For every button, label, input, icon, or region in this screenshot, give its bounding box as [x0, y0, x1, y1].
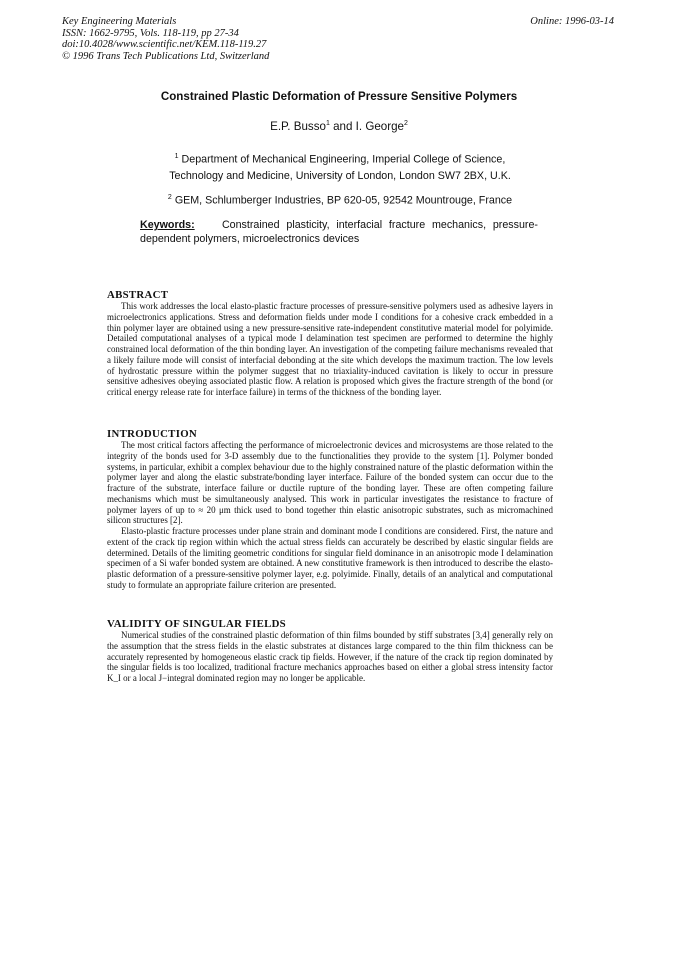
abstract-section: [107, 289, 553, 398]
affiliation-mark: 1: [174, 153, 179, 160]
affiliation-line: Department of Mechanical Engineering, Imperial College of Science,: [181, 153, 506, 166]
online-date: Online: 1996-03-14: [530, 16, 614, 27]
keywords-text: Constrained plasticity, interfacial fracture mechanics, pressure-dependent polymers, microelectronics devices: [140, 219, 538, 245]
doi-line: doi:10.4028/www.scientific.net/KEM.118-119.27: [62, 39, 267, 50]
author-name: E.P. Busso: [270, 120, 326, 133]
journal-header: [62, 16, 614, 62]
paragraph: Elasto-plastic fracture processes under plane strain and dominant mode I conditions are considered. First, the nature and extent of the crack tip region within which the actual stress fields can accurately be described by elastic singular fields are determined. Details of the limiting geometric conditions for singular field dominance in an anisotropic mode I delamination specimen of a Si wafer bonded system are obtained. A new constitutive framework is then introduced to describe the elasto-plastic deformation of a pressure-sensitive polymer layer, e.g. polyimide. Finally, details of an analytical and computational study to formulate an appropriate failure criterion are presented.: [107, 526, 553, 590]
journal-name: Key Engineering Materials: [62, 16, 177, 27]
section-heading: ABSTRACT: [107, 289, 169, 301]
keywords-label: Keywords:: [140, 219, 195, 231]
issn-line: ISSN: 1662-9795, Vols. 118-119, pp 27-34: [62, 27, 239, 39]
section-heading: INTRODUCTION: [107, 428, 197, 440]
affiliation-mark: 1: [325, 120, 330, 128]
affiliation-line: GEM, Schlumberger Industries, BP 620-05, 92542 Mountrouge, France: [174, 194, 513, 207]
paragraph: Numerical studies of the constrained plastic deformation of thin films bounded by stiff substrates [3,4] generally rely on the assumption that the stress fields in the elastic substrates at distances large compared to the thin film thickness can be accurately represented by homogeneous elastic crack tip fields. However, if the nature of the crack tip region dominated by the singular fields is too localized, traditional fracture mechanics approaches based on either a global stress intensity factor K_I or a local J−integral dominated region may no longer be applicable.: [107, 630, 553, 683]
section-heading: VALIDITY OF SINGULAR FIELDS: [107, 618, 286, 630]
keywords-block: [140, 218, 538, 246]
affiliation-2: [100, 190, 580, 209]
author-list: [0, 120, 678, 133]
author-name: I. George: [355, 120, 404, 133]
affiliation-mark: 2: [167, 194, 172, 201]
author-conjunction: and: [329, 120, 356, 133]
affiliation-mark: 2: [404, 120, 408, 128]
paper-title: Constrained Plastic Deformation of Pressure Sensitive Polymers: [160, 90, 518, 103]
affiliation-1: [100, 149, 580, 184]
validity-section: [107, 618, 553, 684]
affiliation-line: Technology and Medicine, University of London, London SW7 2BX, U.K.: [169, 169, 511, 182]
introduction-section: [107, 428, 553, 591]
abstract-text: This work addresses the local elasto-plastic fracture processes of pressure-sensitive polymers used as adhesive layers in microelectronics applications. Stress and deformation fields under mode I conditions for a cohesive crack embedded in a thin polymer layer are obtained using a new pressure-sensitive rate-independent constitutive material model for polyimide. Detailed computational analyses of a typical mode I delamination test specimen are performed to determine the highly constrained local deformation of the thin bonding layer. An investigation of the competing failure mechanisms revealed that a likely failure mode will consist of interfacial debonding at the site which develops the maximum traction. The low levels of hydrostatic pressure within the polymer suggest that no triaxiality-induced cavitation is likely to occur in pressure sensitive adhesives obeying associated plastic flow. A relation is proposed which gives the fracture strength of the bond (or critical energy release rate for interface failure) in terms of the thickness of the bonding layer.: [107, 301, 553, 397]
copyright-line: © 1996 Trans Tech Publications Ltd, Switzerland: [62, 50, 270, 62]
paragraph: The most critical factors affecting the performance of microelectronic devices and microsystems are those related to the integrity of the bonds used for 3-D assembly due to the functionalities they provide to the system [1]. Polymer bonded systems, in particular, exhibit a complex behaviour due to the highly constrained nature of the plastic deformation within the polymer layer and along the elastic substrate/bonding layer interface. Failure of the bonded system can occur due to the fracture of the substrate, interface failure or ductile rupture of the bonding layer. These are often competing failure mechanisms which must be simultaneously analysed. This work in particular investigates the resistance to fracture of polymer layers of up to ≈ 20 μm thick used to bond together thin elastic anisotropic substrates, such as micromachined silicon structures [2].: [107, 440, 553, 526]
